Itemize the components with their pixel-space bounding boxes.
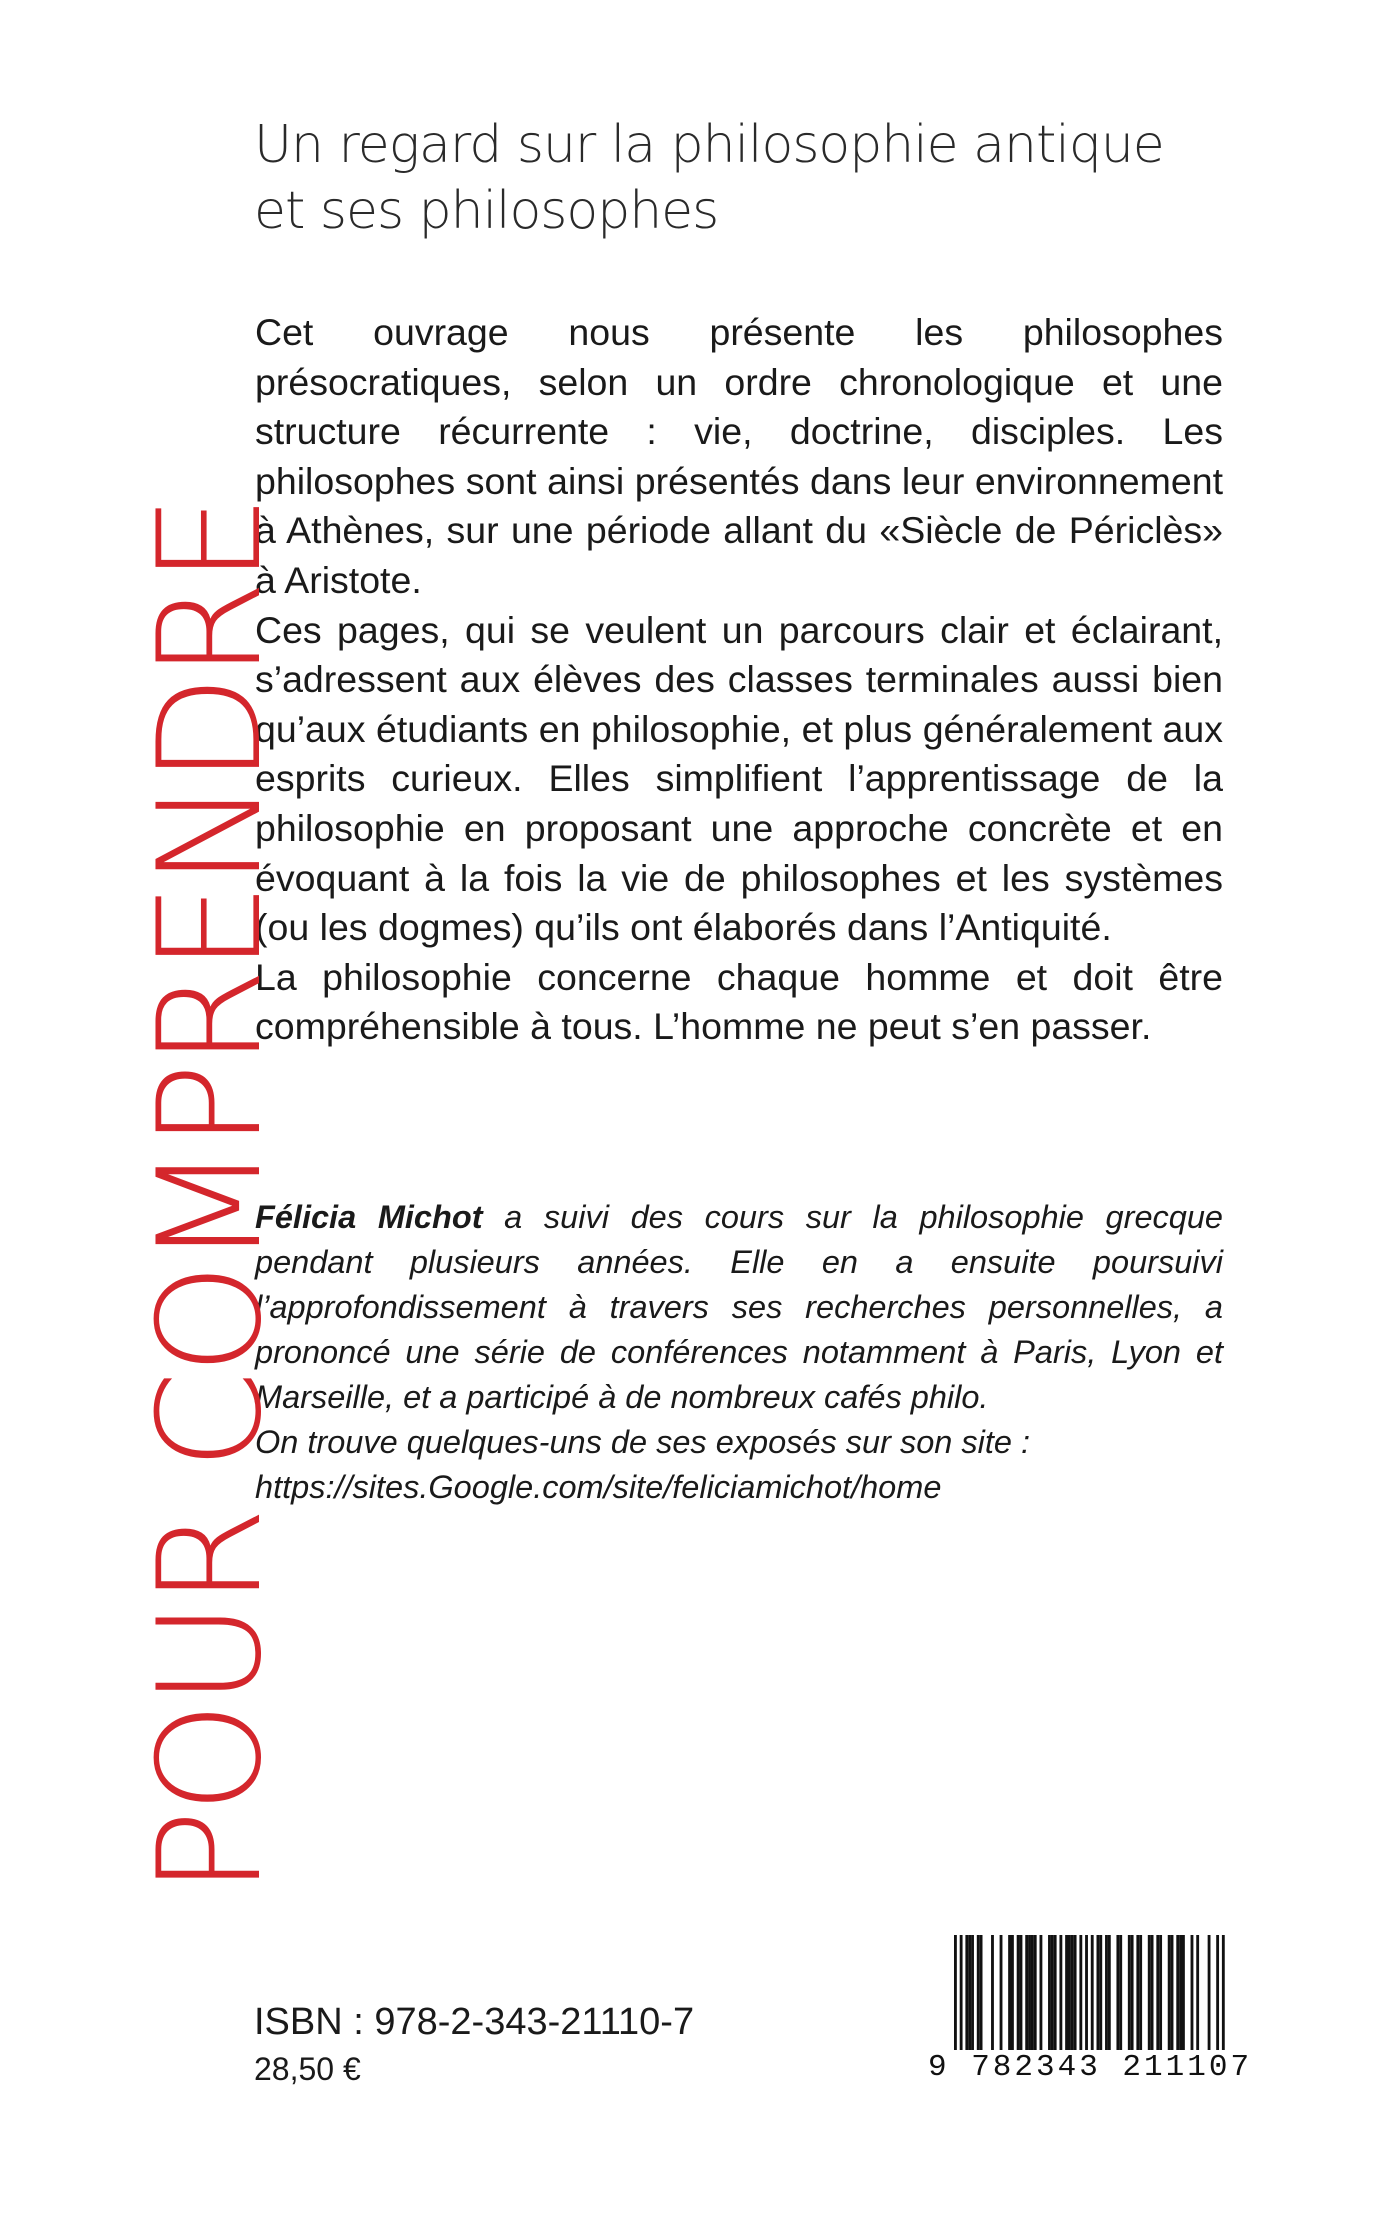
- barcode-bar: [1071, 1935, 1074, 2051]
- description-paragraph-3: La philosophie concerne chaque homme et doit être compréhensible à tous. L’homme ne peut s’en passer.: [255, 955, 1223, 1048]
- barcode-bar: [1000, 1935, 1003, 2051]
- barcode-bar: [1028, 1935, 1031, 2051]
- author-bio: [255, 1195, 1223, 1510]
- author-website-url: https://sites.Google.com/site/feliciamichot/home: [255, 1469, 942, 1505]
- description-paragraph-1: Cet ouvrage nous présente les philosophes présocratiques, selon un ordre chronologique et une structure récurrente : vie, doctrine, disciples. Les philosophes sont ainsi présentés dans leur environnement à Athènes, sur une période allant du «Siècle de Périclès» à Aristote.: [255, 311, 1223, 601]
- barcode-digits: 9 782343 211107: [928, 2050, 1253, 2085]
- barcode-bar: [1191, 1935, 1194, 2051]
- barcode-bar: [1031, 1935, 1034, 2051]
- bio-site-intro: On trouve quelques-uns de ses exposés sur son site :: [255, 1424, 1031, 1460]
- book-description: [255, 308, 1223, 1052]
- subtitle-line-2: et ses philosophes: [254, 181, 719, 241]
- barcode-bar: [968, 1935, 971, 2051]
- barcode-bar: [1105, 1935, 1108, 2051]
- barcode-bar: [1119, 1935, 1122, 2051]
- barcode-bar: [1139, 1935, 1142, 2051]
- barcode-bar: [971, 1935, 974, 2051]
- isbn-number: ISBN : 978-2-343-21110-7: [254, 2001, 695, 2043]
- barcode-bar: [1148, 1935, 1151, 2051]
- barcode-bar: [1171, 1935, 1174, 2051]
- barcode-bar: [1108, 1935, 1111, 2051]
- barcode-bar: [1208, 1935, 1211, 2051]
- barcode-bar: [1040, 1935, 1043, 2051]
- barcode-bar: [1059, 1935, 1062, 2051]
- barcode-bar: [1020, 1935, 1023, 2051]
- barcode-bar: [1168, 1935, 1171, 2051]
- book-subtitle: [254, 112, 1254, 244]
- barcode-bar: [1182, 1935, 1185, 2051]
- barcode-bar: [1136, 1935, 1139, 2051]
- barcode-bar: [1025, 1935, 1028, 2051]
- barcode-bar: [1156, 1935, 1159, 2051]
- barcode-bar: [1048, 1935, 1051, 2051]
- barcode-bar: [1176, 1935, 1179, 2051]
- barcode-bar: [980, 1935, 983, 2051]
- barcode-bar: [965, 1935, 968, 2051]
- barcode-bar: [1068, 1935, 1071, 2051]
- barcode-bar: [1196, 1935, 1199, 2051]
- barcode-bar: [1008, 1935, 1011, 2051]
- barcode-bar: [1054, 1935, 1057, 2051]
- barcode-bar: [1074, 1935, 1077, 2051]
- bio-paragraph: [255, 1195, 1223, 1420]
- barcode-bar: [1116, 1935, 1119, 2051]
- barcode-bar: [1017, 1935, 1020, 2051]
- barcode-bar: [1099, 1935, 1102, 2051]
- subtitle-line-1: Un regard sur la philosophie antique: [254, 115, 1164, 175]
- barcode-bar: [1011, 1935, 1014, 2051]
- barcode-bar: [1051, 1935, 1054, 2051]
- author-name: Félicia Michot: [255, 1199, 483, 1235]
- bio-text: a suivi des cours sur la philosophie grecque pendant plusieurs années. Elle en a ensuite poursuivi l’approfondissement à travers ses recherches personnelles, a prononcé une série de conférences notamment à Paris, Lyon et Marseille, et a participé à de nombreux cafés philo.: [255, 1199, 1224, 1415]
- description-paragraph-2: Ces pages, qui se veulent un parcours clair et éclairant, s’adressent aux élèves des classes terminales aussi bien qu’aux étudiants en philosophie, et plus généralement aux esprits curieux. Elles simplifient l’apprentissage de la philosophie en proposant une approche concrète et en évoquant à la fois la vie de philosophes et les systèmes (ou les dogmes) qu’ils ont élaborés dans l’Antiquité.: [255, 608, 1223, 949]
- series-title: POUR COMPRENDRE: [128, 498, 293, 1895]
- barcode-bar: [1065, 1935, 1068, 2051]
- barcode-bar: [977, 1935, 980, 2051]
- book-price: 28,50 €: [254, 2051, 361, 2087]
- barcode-bar: [1131, 1935, 1134, 2051]
- barcode-bar: [1151, 1935, 1154, 2051]
- barcode-bar: [1079, 1935, 1082, 2051]
- barcode-bar: [1034, 1935, 1037, 2051]
- barcode-bar: [1179, 1935, 1182, 2051]
- barcode-bar: [1097, 1935, 1100, 2051]
- barcode-bar: [1159, 1935, 1162, 2051]
- barcode-bar: [991, 1935, 994, 2051]
- barcode-bar: [1128, 1935, 1131, 2051]
